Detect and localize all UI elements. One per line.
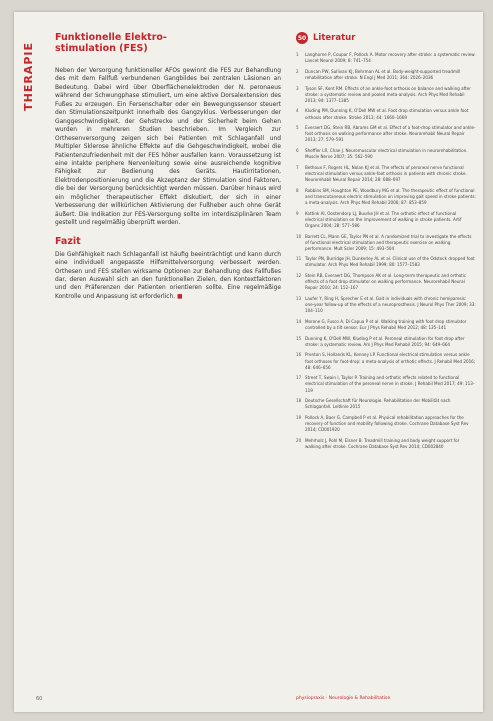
reference-number: 11 bbox=[296, 256, 302, 262]
journal-footer: physiopraxis · Neurologie & Rehabilitation bbox=[296, 696, 391, 701]
references-column bbox=[296, 32, 476, 455]
reference-item bbox=[296, 375, 476, 393]
reference-number: 19 bbox=[296, 415, 302, 420]
reference-number: 15 bbox=[296, 335, 302, 341]
reference-number: 8 bbox=[296, 187, 299, 193]
reference-number: 14 bbox=[296, 318, 302, 324]
page-number: 60 bbox=[36, 696, 43, 702]
reference-number: 1 bbox=[296, 52, 299, 57]
reference-item bbox=[296, 125, 476, 143]
reference-text: Sheffler LR, Chae J. Neuromuscular electrical stimulation in neurorehabilitation. Muscle Nerve 2007; 35: 562–590 bbox=[305, 148, 468, 160]
reference-item bbox=[296, 148, 476, 160]
reference-number: 10 bbox=[296, 233, 302, 239]
references-title: Literatur bbox=[313, 33, 356, 43]
reference-text: Morone G, Fusco A, Di Capua P et al. Walking training with foot drop stimulator controlled by a tilt sensor. Eur J Phys Rehabil Med 2012; 48: 135–141 bbox=[305, 318, 467, 330]
reference-item bbox=[296, 165, 476, 183]
reference-number: 12 bbox=[296, 273, 302, 279]
body-paragraph: Neben der Versorgung funktioneller AFOs gewinnt die FES zur Behandlung des mit dem Fallfuß verbundenen Gangbildes bei zentralen Läsionen an Bedeutung. Dabei wird über Oberflächenelektroden der N. peronaeus während der Schwungphase stimuliert, um eine aktive Dorsalextension des Fußes zu erzeugen. Ein Fersenschalter oder ein Bewegungssensor steuert den Stimulationszeitpunkt innerhalb des Gangzyklus. Verbesserungen der Ganggeschwindigkeit, der Gehstrecke und der Sicherheit beim Gehen wurden in mehreren Studien beschrieben. Im Vergleich zur Orthesenversorgung zeigen sich bei Patienten mit Schlaganfall und Multipler Sklerose ähnliche Effekte auf die Gehgeschwindigkeit, wobei die Patientenzufriedenheit mit der FES höher ausfallen kann. Voraussetzung ist eine intakte periphere Nervenleitung sowie eine ausreichende kognitive Fähigkeit zur Bedienung des Geräts. Hautirritationen, Elektrodenpositionierung und die Akzeptanz der Stimulation sind Faktoren, die bei der Versorgung berücksichtigt werden müssen. Darüber hinaus wird ein möglicher therapeutischer Effekt diskutiert, der sich in einer Verbesserung der willkürlichen Aktivierung der Fußheber auch ohne Gerät äußert. Die Indikation zur FES-Versorgung sollte im interdisziplinären Team gestellt und regelmäßig überprüft werden. bbox=[55, 68, 281, 227]
reference-number: 18 bbox=[296, 398, 302, 404]
reference-text: Stein RB, Everaert DG, Thompson AK et al. Long-term therapeutic and orthotic effects of a foot drop stimulator on walking performance. Neurorehabil Neural Repair 2010; 24: 152–167 bbox=[305, 273, 467, 291]
reference-item bbox=[296, 319, 476, 331]
reference-number: 5 bbox=[296, 125, 299, 131]
main-column bbox=[55, 32, 281, 301]
fazit-paragraph bbox=[55, 251, 281, 302]
reference-number: 2 bbox=[296, 68, 299, 74]
reference-item bbox=[296, 256, 476, 268]
reference-number: 7 bbox=[296, 164, 299, 170]
reference-text: Taylor PN, Burridge JH, Dunkerley AL et al. Clinical use of the Odstock dropped foot stimulator. Arch Phys Med Rehabil 1999; 80: 1577–1583 bbox=[305, 256, 475, 268]
reference-number: 13 bbox=[296, 296, 302, 302]
reference-item bbox=[296, 398, 476, 410]
reference-number: 3 bbox=[296, 85, 299, 91]
reference-number: 16 bbox=[296, 352, 302, 358]
reference-number: 6 bbox=[296, 148, 299, 154]
reference-item bbox=[296, 352, 476, 370]
reference-text: Street T, Swain I, Taylor P. Training and orthotic effects related to functional electrical stimulation of the peroneal nerve in stroke. J Rehabil Med 2017; 49: 113–119 bbox=[305, 375, 475, 393]
reference-text: Kluding PM, Dunning K, O'Dell MW et al. Foot drop stimulation versus ankle foot orthosis after stroke. Stroke 2013; 44: 1660–1669 bbox=[305, 108, 469, 120]
reference-text: Robbins SM, Houghton PE, Woodbury MG et al. The therapeutic effect of functional and transcutaneous electric stimulation on improving gait speed in stroke patients: a meta-analysis. Arch Phys Med Rehabil 2006; 87: 853–859 bbox=[305, 187, 476, 205]
reference-item bbox=[296, 234, 476, 252]
reference-item bbox=[296, 336, 476, 348]
reference-item bbox=[296, 415, 476, 433]
references-header bbox=[296, 32, 476, 44]
reference-text: Pollock A, Baer G, Campbell P et al. Physical rehabilitation approaches for the recovery of function and mobility following stroke. Cochrane Database Syst Rev 2014; CD001920 bbox=[305, 415, 469, 433]
reference-text: Everaert DG, Stein RB, Abrams GM et al. Effect of a foot-drop stimulator and ankle-foot orthosis on walking performance after stroke. Neurorehabil Neural Repair 2013; 27: 579–591 bbox=[305, 125, 476, 143]
fazit-text: Die Gehfähigkeit nach Schlaganfall ist häufig beeinträchtigt und kann durch eine individuell angepasste Hilfsmittelversorgung verbessert werden. Orthesen und FES stellen wirksame Optionen zur Behandlung des Fallfußes dar, deren Auswahl sich an den funktionellen Zielen, den Kontextfaktoren und den Präferenzen der Patienten orientieren sollte. Eine regelmäßige Kontrolle und Anpassung ist erforderlich. bbox=[55, 251, 281, 300]
reference-item bbox=[296, 86, 476, 104]
reference-item bbox=[296, 273, 476, 291]
reference-text: Barrett CL, Mann GE, Taylor PN et al. A randomized trial to investigate the effects of functional electrical stimulation and therapeutic exercise on walking performance. Mult Scler 2009; 15: 493–504 bbox=[305, 233, 472, 251]
reference-number: 4 bbox=[296, 108, 299, 114]
section-title-line-2: stimulation (FES) bbox=[55, 43, 148, 54]
section-title-line-1: Funktionelle Elektro- bbox=[55, 32, 167, 43]
reference-text: Duncan PW, Sullivan KJ, Behrman AL et al. Body-weight-supported treadmill rehabilitation after stroke. N Engl J Med 2011; 364: 2026–2036 bbox=[305, 68, 461, 80]
reference-text: Dunning K, O'Dell MW, Kluding P et al. Peroneal stimulation for foot drop after stroke: a systematic review. Am J Phys Med Rehabil 2015; 94: 649–664 bbox=[305, 335, 465, 347]
reference-item bbox=[296, 52, 476, 64]
reference-item bbox=[296, 108, 476, 120]
references-list bbox=[296, 52, 476, 450]
reference-number: 20 bbox=[296, 437, 302, 443]
reference-number: 17 bbox=[296, 375, 302, 381]
reference-text: Bethoux F, Rogers HL, Nolan KJ et al. The effects of peroneal nerve functional electrical stimulation versus ankle-foot orthosis in patients with chronic stroke. Neurorehabil Neural Repair 2014; 28: 688–697 bbox=[305, 164, 467, 183]
reference-text: Langhorne P, Coupar F, Pollock A. Motor recovery after stroke: a systematic review. Lancet Neurol 2009; 8: 741–754 bbox=[305, 52, 476, 64]
reference-text: Laufer Y, Ring H, Sprecher E et al. Gait in individuals with chronic hemiparesis: one-year follow-up of the effects of a neuroprosthesis. J Neurol Phys Ther 2009; 33: 104–110 bbox=[305, 296, 476, 314]
reference-text: Mehrholz J, Pohl M, Elsner B. Treadmill training and body weight support for walking after stroke. Cochrane Database Syst Rev 2014; CD002840 bbox=[305, 437, 460, 449]
reference-text: Kottink AI, Oostendorp LJ, Buurke JH et al. The orthotic effect of functional electrical stimulation on the improvement of walking in stroke patients. Artif Organs 2004; 28: 577–586 bbox=[305, 210, 462, 228]
reference-item bbox=[296, 438, 476, 450]
reference-text: Tyson SF, Kent RM. Effects of an ankle-foot orthosis on balance and walking after stroke: a systematic review and pooled meta-analysis. Arch Phys Med Rehabil 2013; 94: 1377–1385 bbox=[305, 85, 471, 103]
end-mark-icon: ■ bbox=[177, 293, 183, 300]
reference-item bbox=[296, 211, 476, 229]
reference-item bbox=[296, 69, 476, 81]
document-page bbox=[14, 12, 483, 712]
reference-text: Deutsche Gesellschaft für Neurologie. Rehabilitation der Mobilität nach Schlaganfall. Leitlinie 2015 bbox=[305, 398, 451, 410]
reference-item bbox=[296, 188, 476, 206]
references-badge: 50 bbox=[296, 32, 308, 44]
fazit-heading: Fazit bbox=[55, 235, 81, 247]
reference-number: 9 bbox=[296, 210, 299, 216]
reference-item bbox=[296, 296, 476, 314]
section-side-label: THERAPIE bbox=[22, 42, 35, 111]
section-title bbox=[55, 32, 281, 54]
reference-text: Prenton S, Hollands KL, Kenney LP. Functional electrical stimulation versus ankle foot orthoses for foot-drop: a meta-analysis of orthotic effects. J Rehabil Med 2016; 48: 646–656 bbox=[305, 352, 476, 370]
